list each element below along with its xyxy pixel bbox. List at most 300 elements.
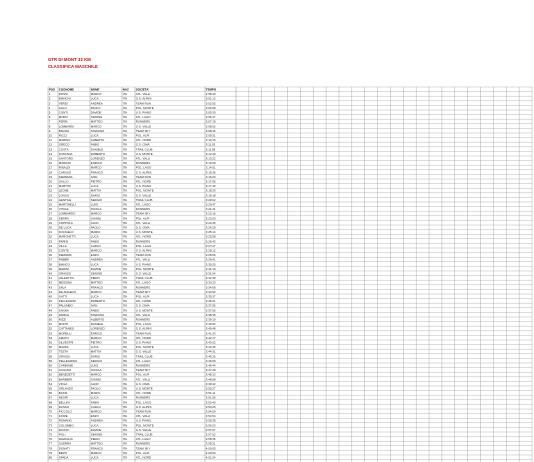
table-cell: PELLEGRINI (58, 299, 76, 304)
table-cell: 12 (48, 142, 53, 147)
table-cell: ITA (122, 115, 128, 120)
table-cell: 56 (48, 345, 53, 350)
table-cell: MARCO (90, 289, 102, 294)
table-cell: LOMBARDO (58, 211, 76, 216)
table-cell: POL. MONTE (135, 345, 154, 350)
table-cell: GIANNI (90, 216, 101, 221)
table-cell: MARCO (90, 409, 102, 414)
table-cell: 3:50:27 (205, 386, 216, 391)
table-cell: 60 (48, 363, 53, 368)
table-cell: MARCO (90, 372, 102, 377)
table-cell: ITA (122, 193, 128, 198)
table-cell: 4:00:05 (205, 446, 216, 451)
table-cell: ITA (122, 427, 128, 432)
table-cell: MATTEO (90, 280, 103, 285)
table-cell: SERGIO (90, 358, 103, 363)
table-cell: CARLO (90, 243, 101, 248)
column-header: TEMPO (205, 87, 217, 92)
table-cell: NICOLA (90, 207, 102, 212)
table-cell: 9 (48, 128, 51, 133)
table-cell: TEAM RUN (135, 253, 151, 258)
table-cell: ITA (122, 151, 128, 156)
table-cell: 3:15:36 (205, 170, 216, 175)
table-cell: FONTANA (58, 151, 73, 156)
table-cell: TRAIL CLUB (135, 354, 153, 359)
table-cell: LUCA (90, 96, 99, 101)
table-cell: MARCHETTI (58, 234, 76, 239)
table-cell: POL. MONTE (135, 266, 154, 271)
table-cell: PAOLO (90, 105, 101, 110)
table-cell: G.S. CIMA (135, 142, 150, 147)
table-cell: ROBERTO (90, 299, 106, 304)
table-cell: G.S. CIMA (135, 381, 150, 386)
table-cell: FIORE (58, 414, 68, 419)
table-cell: PICCOLO (58, 409, 72, 414)
table-cell: STEFANO (90, 128, 105, 133)
table-cell: 24 (48, 197, 53, 202)
table-cell: ORLANDO (58, 386, 74, 391)
table-cell: POL. ALPI (135, 450, 150, 455)
table-cell: ATL. VALLI (135, 257, 151, 262)
table-cell: ROMANO (58, 418, 72, 423)
table-cell: 29 (48, 220, 53, 225)
table-cell: POL. MONTE (135, 188, 154, 193)
table-cell: SANTORO (58, 156, 74, 161)
table-cell: IVAN (90, 174, 98, 179)
table-cell: 3:51:11 (205, 391, 216, 396)
table-cell: G.S. VALLE (135, 124, 152, 129)
table-cell: 3:31:10 (205, 266, 216, 271)
table-cell: ITA (122, 262, 128, 267)
table-cell: G.S. ALPINI (135, 96, 152, 101)
table-cell: ITA (122, 455, 128, 460)
table-cell: 3:11:58 (205, 147, 216, 152)
table-cell: G.S. ALPINI (135, 248, 152, 253)
table-cell: FABIO (90, 239, 100, 244)
table-cell: 70 (48, 409, 53, 414)
table-cell: ALBERTO (90, 317, 105, 322)
table-cell: VILLA (58, 243, 67, 248)
table-cell: ITA (122, 216, 128, 221)
table-cell: 3:58:36 (205, 437, 216, 442)
table-cell: ITA (122, 243, 128, 248)
table-cell: G.S. VALLE (135, 193, 152, 198)
table-cell: RINALDI (58, 165, 71, 170)
table-cell: BRUNO (58, 128, 70, 133)
table-cell: 3:36:21 (205, 299, 216, 304)
table-cell: 3:43:02 (205, 340, 216, 345)
table-cell: MARINI (58, 266, 69, 271)
table-cell: 65 (48, 386, 53, 391)
table-cell: ITA (122, 253, 128, 258)
column-header: SOCIETA' (135, 87, 150, 92)
table-cell: 3:34:52 (205, 289, 216, 294)
table-cell: ITA (122, 372, 128, 377)
table-cell: 35 (48, 248, 53, 253)
table-cell: 1 (48, 92, 51, 97)
table-cell: MONTI (58, 322, 69, 327)
table-cell: 3:06:47 (205, 115, 216, 120)
table-cell: 3:11:03 (205, 142, 216, 147)
table-cell: ATL. NORD (135, 391, 152, 396)
table-cell: 3:04:08 (205, 105, 216, 110)
table-cell: RUNNERS (135, 395, 151, 400)
table-cell: RUNNERS (135, 363, 151, 368)
table-cell: ITA (122, 165, 128, 170)
table-cell: LEONE (58, 188, 69, 193)
table-cell: POL. LAGO (135, 243, 152, 248)
table-cell: 3:49:42 (205, 381, 216, 386)
table-cell: RUNNERS (135, 441, 151, 446)
table-cell: ANDREA (90, 101, 103, 106)
table-cell: U.S. MONTE (135, 151, 153, 156)
table-cell: ITA (122, 133, 128, 138)
table-cell: NEGRI (58, 395, 68, 400)
table-cell: LUIGI (90, 363, 99, 368)
table-cell: MARCO (90, 248, 102, 253)
table-cell: 3:34:08 (205, 285, 216, 290)
table-cell: ITA (122, 138, 128, 143)
table-cell: ITA (122, 386, 128, 391)
table-cell: 49 (48, 312, 53, 317)
table-cell: SERRA (58, 216, 69, 221)
table-cell: ITA (122, 322, 128, 327)
table-cell: 37 (48, 257, 53, 262)
table-cell: ITA (122, 414, 128, 419)
table-cell: RUNNERS (135, 239, 151, 244)
table-cell: G.S. VALLE (135, 271, 152, 276)
table-cell: MARIANI (58, 161, 71, 166)
table-cell: ITA (122, 202, 128, 207)
table-cell: RICCIO (58, 427, 69, 432)
table-cell: ITA (122, 349, 128, 354)
table-cell: MARIO (90, 391, 101, 396)
table-cell: RUNNERS (135, 161, 151, 166)
table-cell: 48 (48, 308, 53, 313)
table-cell: ATL. LAGO (135, 437, 151, 442)
table-cell: 3:25:58 (205, 234, 216, 239)
table-cell: DE LUCA (58, 225, 72, 230)
table-cell: 36 (48, 253, 53, 258)
table-cell: ITA (122, 156, 128, 161)
table-cell: CATTANEO (58, 326, 75, 331)
table-cell: ANDREA (90, 257, 103, 262)
table-cell: FABIO (90, 400, 100, 405)
table-cell: FABBRI (58, 257, 70, 262)
table-cell: RUNNERS (135, 207, 151, 212)
table-cell: 40 (48, 271, 53, 276)
table-cell: ENRICO (90, 161, 103, 166)
table-cell: 3:23:00 (205, 216, 216, 221)
table-cell: MORO (58, 115, 68, 120)
table-cell: ITA (122, 303, 128, 308)
table-cell: 3:24:29 (205, 225, 216, 230)
table-cell: 3:31:54 (205, 271, 216, 276)
table-cell: 51 (48, 322, 53, 327)
table-cell: ITA (122, 142, 128, 147)
table-cell: 6 (48, 115, 51, 120)
table-cell: ITA (122, 124, 128, 129)
table-cell: 3:09:31 (205, 133, 216, 138)
table-cell: ATL. LAGO (135, 280, 151, 285)
table-cell: BELLINI (58, 400, 70, 405)
table-cell: CONTI (58, 110, 68, 115)
column-header: NAZ (122, 87, 129, 92)
table-cell: ITA (122, 184, 128, 189)
table-cell: TEAM SKY (135, 368, 151, 373)
table-cell: ITA (122, 308, 128, 313)
table-cell: ENZO (90, 253, 99, 258)
table-cell: 3:32:39 (205, 276, 216, 281)
table-cell: 19 (48, 174, 53, 179)
table-cell: 3:17:05 (205, 179, 216, 184)
table-cell: 17 (48, 165, 53, 170)
table-cell: D'ANGELO (58, 230, 74, 235)
table-cell: G.S. VALLE (135, 427, 152, 432)
table-cell: LUCA (90, 234, 99, 239)
table-cell: SIMONE (90, 432, 103, 437)
table-cell: DONATI (58, 446, 70, 451)
table-cell: CARUSO (58, 170, 72, 175)
table-cell: 3:35:37 (205, 294, 216, 299)
table-cell: 3:18:33 (205, 188, 216, 193)
table-cell: 3:28:12 (205, 248, 216, 253)
table-cell: 43 (48, 285, 53, 290)
table-cell: 3:42:17 (205, 335, 216, 340)
table-cell: G.S. CIMA (135, 225, 150, 230)
table-cell: SIMONE (90, 271, 103, 276)
table-cell: U.S. MONTE (135, 386, 153, 391)
table-cell: 2:58:40 (205, 92, 216, 97)
table-cell: RUNNERS (135, 285, 151, 290)
table-cell: 3:59:21 (205, 441, 216, 446)
table-cell: 22 (48, 188, 53, 193)
table-cell: 3:20:02 (205, 197, 216, 202)
table-cell: ITA (122, 400, 128, 405)
table-cell: TEAM RUN (135, 409, 151, 414)
table-cell: ITA (122, 230, 128, 235)
table-cell: 3:38:35 (205, 312, 216, 317)
table-cell: 77 (48, 441, 53, 446)
table-cell: LUCA (90, 262, 99, 267)
table-cell: ITA (122, 299, 128, 304)
table-cell: ITA (122, 119, 128, 124)
table-cell: 68 (48, 400, 53, 405)
table-cell: U.S. MONTE (135, 308, 153, 313)
table-cell: GUERRA (58, 441, 72, 446)
table-cell: 31 (48, 230, 53, 235)
table-cell: MARCO (90, 92, 102, 97)
table-cell: ITA (122, 285, 128, 290)
table-cell: ATL. NORD (135, 234, 152, 239)
table-cell: ITA (122, 92, 128, 97)
table-cell: 3:57:07 (205, 427, 216, 432)
document-title: GTR DI MONT 32 KM (48, 57, 91, 62)
table-cell: POL. ALPI (135, 216, 150, 221)
table-cell: MARIO (90, 230, 101, 235)
table-cell: BENEDETTI (58, 372, 76, 377)
table-cell: 3:53:25 (205, 404, 216, 409)
table-cell: 3:08:02 (205, 124, 216, 129)
table-cell: MARTINELLI (58, 202, 76, 207)
table-cell: 3:45:15 (205, 354, 216, 359)
table-cell: 3:51:56 (205, 395, 216, 400)
table-cell: ENRICO (90, 331, 103, 336)
table-cell: 3:55:38 (205, 418, 216, 423)
table-cell: 71 (48, 414, 53, 419)
table-cell: ATL. VALLI (135, 156, 151, 161)
table-cell: LUCA (90, 455, 99, 460)
table-cell: 46 (48, 299, 53, 304)
table-cell: POL. ALPI (135, 372, 150, 377)
table-cell: 61 (48, 368, 53, 373)
table-cell: GENTILE (58, 197, 72, 202)
table-cell: ITA (122, 234, 128, 239)
table-cell: 3:48:58 (205, 377, 216, 382)
table-cell: ITA (122, 358, 128, 363)
table-cell: U.S. PIANO (135, 110, 152, 115)
table-cell: MESSINA (58, 280, 72, 285)
table-cell: 3:07:19 (205, 119, 216, 124)
table-cell: CARBONE (58, 363, 74, 368)
table-cell: U.S. PIANO (135, 262, 152, 267)
table-cell: RUNNERS (135, 119, 151, 124)
table-cell: 3:54:54 (205, 414, 216, 419)
table-cell: POL. MONTE (135, 105, 154, 110)
table-cell: LUIGI (90, 202, 99, 207)
table-cell: CONTE (58, 248, 69, 253)
table-cell: TEAM SKY (135, 446, 151, 451)
table-cell: 74 (48, 427, 53, 432)
table-cell: MAZZA (58, 345, 69, 350)
table-cell: 3:22:16 (205, 211, 216, 216)
table-cell: RUSSO (58, 404, 70, 409)
table-cell: 52 (48, 326, 53, 331)
table-cell: PIERO (90, 437, 100, 442)
table-cell: 3:37:06 (205, 303, 216, 308)
table-cell: 55 (48, 340, 53, 345)
table-cell: 3:43:46 (205, 345, 216, 350)
table-cell: 8 (48, 124, 51, 129)
table-cell: 3:08:44 (205, 128, 216, 133)
table-cell: BERTI (58, 450, 68, 455)
table-cell: 13 (48, 147, 53, 152)
table-cell: ITA (122, 317, 128, 322)
table-cell: LONGO (58, 193, 70, 198)
table-cell: 3:23:45 (205, 220, 216, 225)
table-cell: ITA (122, 368, 128, 373)
table-cell: MARTINI (58, 184, 71, 189)
table-cell: 63 (48, 377, 53, 382)
table-cell: 25 (48, 202, 53, 207)
table-cell: PIETRO (90, 340, 102, 345)
table-cell: TESTA (58, 349, 68, 354)
table-cell: POL. MONTE (135, 423, 154, 428)
table-cell: SANNA (58, 308, 69, 313)
table-cell: U.S. PIANO (135, 418, 152, 423)
table-cell: STEFANO (90, 312, 105, 317)
table-cell: ITA (122, 335, 128, 340)
table-cell: 5 (48, 110, 51, 115)
table-cell: U.S. PIANO (135, 340, 152, 345)
table-cell: 79 (48, 450, 53, 455)
table-cell: ITA (122, 96, 128, 101)
table-cell: MARCO (90, 450, 102, 455)
table-cell: ITA (122, 437, 128, 442)
table-cell: 26 (48, 207, 53, 212)
table-cell: 3:40:48 (205, 326, 216, 331)
table-cell: 20 (48, 179, 53, 184)
table-cell: LORENZO (90, 326, 105, 331)
table-cell: ALBERTO (90, 138, 105, 143)
table-cell: ITA (122, 276, 128, 281)
table-cell: MORELLI (58, 331, 72, 336)
table-cell: SALA (58, 285, 67, 290)
table-cell: ITA (122, 239, 128, 244)
table-cell: 3:29:41 (205, 257, 216, 262)
table-cell: 39 (48, 266, 53, 271)
table-cell: ITA (122, 326, 128, 331)
table-cell: SILVESTRI (58, 340, 74, 345)
table-cell: COLOMBO (58, 423, 74, 428)
table-cell: 3:39:19 (205, 317, 216, 322)
table-cell: POLI (58, 432, 66, 437)
table-cell: 3:25:14 (205, 230, 216, 235)
table-cell: BIANCHI (58, 96, 71, 101)
table-cell: FABIO (90, 142, 100, 147)
table-cell: 4:00:50 (205, 450, 216, 455)
table-cell: 33 (48, 239, 53, 244)
table-cell: 69 (48, 404, 53, 409)
table-cell: 3:17:49 (205, 184, 216, 189)
table-cell: GRASSI (58, 354, 70, 359)
table-cell: PELLEGRINO (58, 358, 78, 363)
table-cell: DE ANGELIS (58, 289, 77, 294)
table-cell: G.S. ALPINI (135, 170, 152, 175)
table-cell: 62 (48, 372, 53, 377)
table-cell: VITALE (58, 207, 69, 212)
table-cell: 73 (48, 423, 53, 428)
table-cell: 47 (48, 303, 53, 308)
table-cell: ITA (122, 409, 128, 414)
table-cell: GALLO (58, 179, 69, 184)
table-cell: TEAM SKY (135, 211, 151, 216)
table-cell: LUCA (90, 423, 99, 428)
table-cell: 67 (48, 395, 53, 400)
table-cell: COPPOLA (58, 220, 73, 225)
table-cell: VIOLA (58, 381, 68, 386)
table-cell: ANDREA (90, 418, 103, 423)
table-cell: 3:47:29 (205, 368, 216, 373)
table-cell: 3:52:40 (205, 400, 216, 405)
table-cell: 10 (48, 133, 53, 138)
table-cell: ITA (122, 220, 128, 225)
table-cell: 78 (48, 446, 53, 451)
table-cell: TRAIL CLUB (135, 197, 153, 202)
table-cell: ATL. VALLI (135, 92, 151, 97)
table-cell: POL. LAGO (135, 165, 152, 170)
table-cell: ITA (122, 331, 128, 336)
table-cell: POL. ALPI (135, 133, 150, 138)
table-cell: 27 (48, 211, 53, 216)
table-cell: U.S. MONTE (135, 230, 153, 235)
table-cell: DARIO (90, 193, 100, 198)
table-cell: PAOLO (90, 225, 101, 230)
table-cell: 80 (48, 455, 53, 460)
table-cell: 57 (48, 349, 53, 354)
table-cell: ITA (122, 248, 128, 253)
table-cell: ITA (122, 363, 128, 368)
